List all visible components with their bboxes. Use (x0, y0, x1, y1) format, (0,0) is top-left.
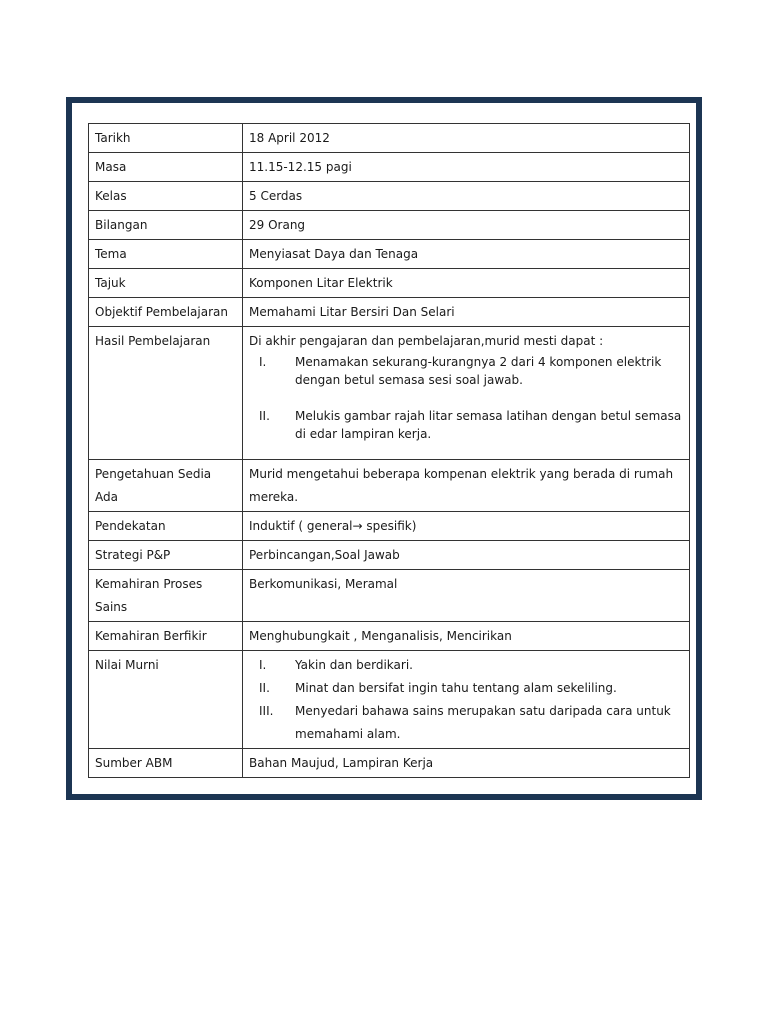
row-label-masa: Masa (89, 153, 243, 182)
table-row (89, 269, 690, 298)
row-value-tarikh: 18 April 2012 (243, 124, 690, 153)
row-value-sumber: Bahan Maujud, Lampiran Kerja (243, 749, 690, 778)
row-value-kemahiran-berfikir: Menghubungkait , Menganalisis, Mencirikan (243, 622, 690, 651)
list-item (249, 677, 683, 700)
table-row (89, 182, 690, 211)
list-number: I. (259, 355, 267, 369)
row-label-tarikh: Tarikh (89, 124, 243, 153)
table-row (89, 749, 690, 778)
table-row (89, 298, 690, 327)
row-value-pengetahuan: Murid mengetahui beberapa kompenan elektrik yang berada di rumah mereka. (243, 460, 690, 512)
row-label-tema: Tema (89, 240, 243, 269)
row-label-sumber: Sumber ABM (89, 749, 243, 778)
row-label-bilangan: Bilangan (89, 211, 243, 240)
list-text: Menyedari bahawa sains merupakan satu daripada cara untuk memahami alam. (295, 704, 671, 741)
list-item (249, 353, 683, 389)
list-number: III. (259, 704, 274, 718)
list-item (249, 407, 683, 443)
table-row (89, 211, 690, 240)
row-value-kemahiran-proses: Berkomunikasi, Meramal (243, 570, 690, 622)
row-value-masa: 11.15-12.15 pagi (243, 153, 690, 182)
row-label-nilai: Nilai Murni (89, 651, 243, 749)
row-label-kelas: Kelas (89, 182, 243, 211)
row-value-kelas: 5 Cerdas (243, 182, 690, 211)
row-label-pengetahuan: Pengetahuan Sedia Ada (89, 460, 243, 512)
table-row (89, 512, 690, 541)
table-row (89, 622, 690, 651)
list-number: II. (259, 681, 270, 695)
row-value-nilai (243, 651, 690, 749)
row-label-kemahiran-berfikir: Kemahiran Berfikir (89, 622, 243, 651)
row-label-tajuk: Tajuk (89, 269, 243, 298)
table-row (89, 124, 690, 153)
list-number: I. (259, 658, 267, 672)
table-row (89, 327, 690, 460)
document-frame (66, 97, 702, 800)
row-label-pendekatan: Pendekatan (89, 512, 243, 541)
list-text: Minat dan bersifat ingin tahu tentang alam sekeliling. (295, 681, 617, 695)
table-row (89, 460, 690, 512)
lesson-plan-table (88, 123, 690, 778)
table-row (89, 240, 690, 269)
row-value-objektif: Memahami Litar Bersiri Dan Selari (243, 298, 690, 327)
hasil-intro: Di akhir pengajaran dan pembelajaran,murid mesti dapat : (249, 334, 604, 348)
list-item (249, 654, 683, 677)
row-label-hasil: Hasil Pembelajaran (89, 327, 243, 460)
row-label-kemahiran-proses: Kemahiran Proses Sains (89, 570, 243, 622)
row-value-tema: Menyiasat Daya dan Tenaga (243, 240, 690, 269)
row-value-tajuk: Komponen Litar Elektrik (243, 269, 690, 298)
table-row (89, 541, 690, 570)
row-value-pendekatan: Induktif ( general→ spesifik) (243, 512, 690, 541)
list-item (249, 700, 683, 746)
row-label-strategi: Strategi P&P (89, 541, 243, 570)
hasil-list (249, 353, 683, 443)
row-value-strategi: Perbincangan,Soal Jawab (243, 541, 690, 570)
table-row (89, 651, 690, 749)
nilai-list (249, 654, 683, 746)
table-row (89, 570, 690, 622)
list-number: II. (259, 409, 270, 423)
row-label-objektif: Objektif Pembelajaran (89, 298, 243, 327)
list-text: Melukis gambar rajah litar semasa latihan dengan betul semasa di edar lampiran kerja. (295, 409, 682, 441)
row-value-bilangan: 29 Orang (243, 211, 690, 240)
list-text: Yakin dan berdikari. (295, 658, 413, 672)
row-value-hasil (243, 327, 690, 460)
list-text: Menamakan sekurang-kurangnya 2 dari 4 komponen elektrik dengan betul semasa sesi soal jawab. (295, 355, 662, 387)
table-row (89, 153, 690, 182)
